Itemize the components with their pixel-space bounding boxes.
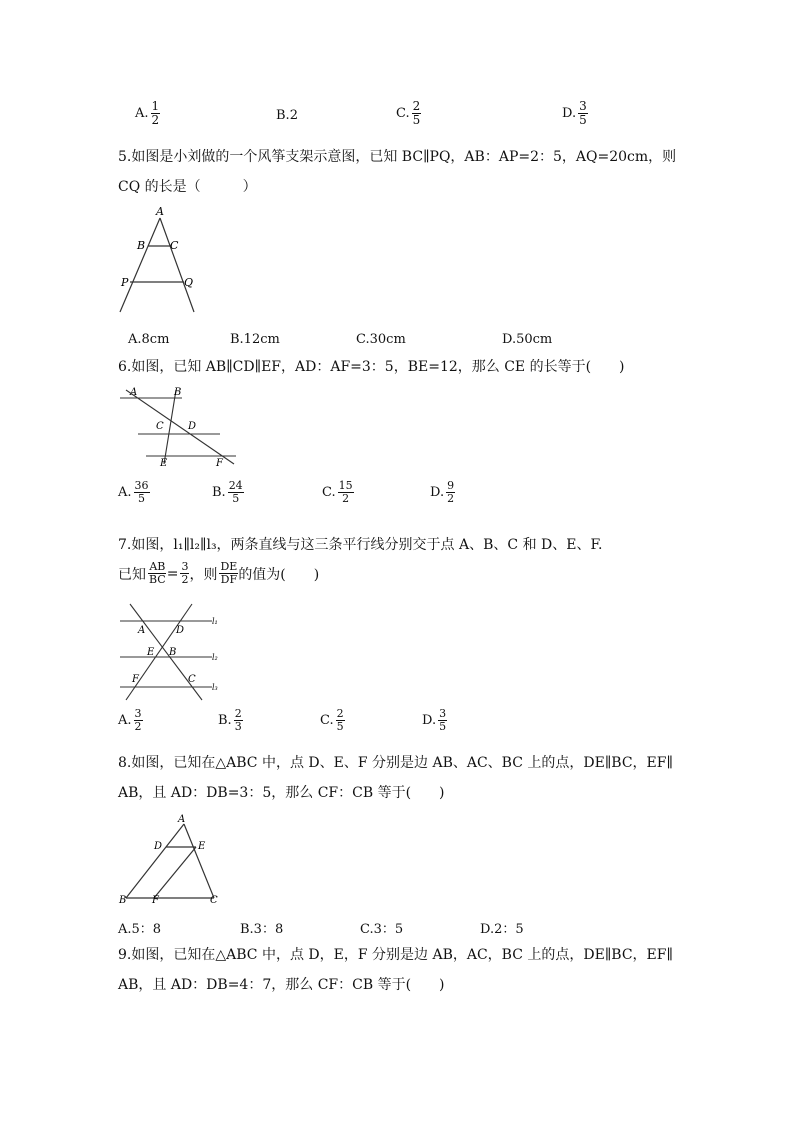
q7-option-d: D. $\frac{3}{5}$ xyxy=(422,707,447,733)
q6-option-a: A. $\frac{36}{5}$ xyxy=(118,479,149,505)
q8-label-f: F xyxy=(152,895,159,904)
q8-stem-line1: 8.如图，已知在△ABC 中，点 D、E、F 分别是边 AB、AC、BC 上的点，DE∥BC，EF∥ xyxy=(118,755,673,771)
q4-option-a: A. $\frac{1}{2}$ xyxy=(135,99,160,127)
q8-label-e: E xyxy=(198,841,206,852)
q6-label-b: B xyxy=(174,387,182,398)
q7-frac-de-df: $\frac{DE}{DF}$ xyxy=(220,560,238,586)
q8-option-c: C.3：5 xyxy=(360,922,404,937)
q6-stem-line1: 6.如图，已知 AB∥CD∥EF，AD：AF=3：5，BE=12，那么 CE 的长等于( ) xyxy=(118,359,625,375)
q8-option-b: B.3：8 xyxy=(240,922,284,937)
q7-label-c: C xyxy=(188,674,196,685)
q7-label-b: B xyxy=(169,647,177,658)
q6-option-d: D. $\frac{9}{2}$ xyxy=(430,479,455,505)
q4-option-d: D. $\frac{3}{5}$ xyxy=(562,99,587,127)
q5-label-a: A xyxy=(156,205,164,218)
q5-label-c: C xyxy=(170,239,179,252)
q6-figure xyxy=(116,382,242,468)
q7-option-a: A. $\frac{3}{2}$ xyxy=(118,707,142,733)
q5-figure xyxy=(116,204,198,316)
q6-label-c: C xyxy=(156,421,164,432)
q7-label-e: E xyxy=(147,647,155,658)
q5-option-b: B.12cm xyxy=(230,332,280,347)
q8-label-b: B xyxy=(119,895,127,904)
q5-stem-line1: 5.如图是小刘做的一个风筝支架示意图，已知 BC∥PQ，AB：AP=2：5，AQ=20cm，则 xyxy=(118,149,677,165)
q8-label-c: C xyxy=(210,895,218,904)
q7-label-f: F xyxy=(132,674,139,685)
q5-label-p: P xyxy=(121,276,129,289)
q6-option-c: C. $\frac{15}{2}$ xyxy=(322,479,353,505)
q6-label-f: F xyxy=(216,458,223,468)
q6-label-a: A xyxy=(130,387,138,398)
q9-stem-line1: 9.如图，已知在△ABC 中，点 D，E，F 分别是边 AB，AC，BC 上的点，DE∥BC，EF∥ xyxy=(118,947,673,963)
q5-option-a: A.8cm xyxy=(128,332,170,347)
q7-frac-ab-bc: $\frac{AB}{BC}$ xyxy=(149,560,166,586)
q5-option-c: C.30cm xyxy=(356,332,406,347)
q8-figure xyxy=(116,812,220,904)
q7-figure xyxy=(116,602,226,702)
q7-stem-line1: 7.如图，l₁∥l₂∥l₃，两条直线与这三条平行线分别交于点 A、B、C 和 D、E、F. xyxy=(118,537,603,553)
q9-stem-line2: AB，且 AD：DB=4：7，那么 CF：CB 等于( ) xyxy=(118,977,445,993)
q5-label-b: B xyxy=(137,239,146,252)
q8-stem-line2: AB，且 AD：DB=3：5，那么 CF：CB 等于( ) xyxy=(118,785,445,801)
q7-option-c: C. $\frac{2}{5}$ xyxy=(320,707,344,733)
q7-label-l1: l₁ xyxy=(212,617,218,626)
q7-label-d: D xyxy=(176,625,185,636)
q7-option-b: B. $\frac{2}{3}$ xyxy=(218,707,242,733)
q7-label-a: A xyxy=(138,625,146,636)
q4-option-c: C. $\frac{2}{5}$ xyxy=(396,99,421,127)
q6-label-d: D xyxy=(188,421,197,432)
q5-stem-line2: CQ 的长是（ ） xyxy=(118,179,257,195)
q7-stem-line2: 已知 $\frac{AB}{BC}$ = $\frac{3}{2}$ ，则 $\frac{DE}{DF}$ 的值为( ) xyxy=(118,560,320,586)
q7-label-l2: l₂ xyxy=(212,653,218,662)
q8-option-a: A.5：8 xyxy=(118,922,162,937)
q6-label-e: E xyxy=(160,458,168,468)
q8-label-a: A xyxy=(178,814,186,825)
q5-option-d: D.50cm xyxy=(502,332,553,347)
q4-option-b: B. 2 xyxy=(276,108,298,123)
q7-frac-3-2: $\frac{3}{2}$ xyxy=(181,560,189,586)
q7-label-l3: l₃ xyxy=(212,683,218,692)
q8-option-d: D.2：5 xyxy=(480,922,524,937)
q5-label-q: Q xyxy=(184,276,194,289)
q6-option-b: B. $\frac{24}{5}$ xyxy=(212,479,243,505)
q8-label-d: D xyxy=(154,841,163,852)
